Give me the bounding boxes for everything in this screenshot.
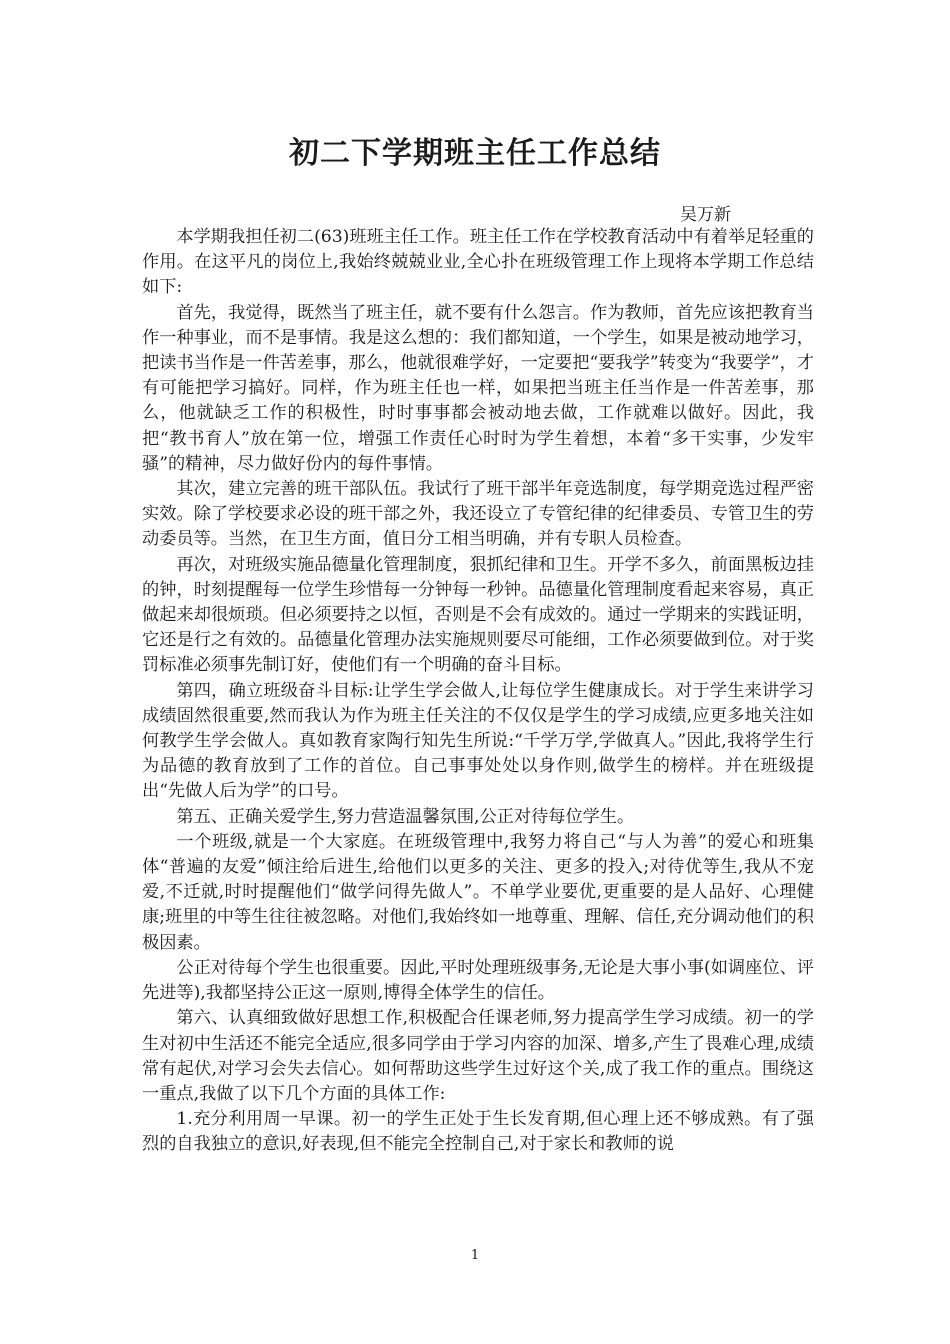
author-name: 吴万新 [680,205,731,225]
paragraph: 1.充分利用周一早课。初一的学生正处于生长发育期,但心理上还不够成熟。有了强烈的自我独立的意识,好表现,但不能完全控制自己,对于家长和教师的说 [142,1109,814,1155]
document-body [142,225,814,1158]
paragraph: 首先，我觉得，既然当了班主任，就不要有什么怨言。作为教师，首先应该把教育当作一种事业，而不是事情。我是这么想的：我们都知道，一个学生，如果是被动地学习，把读书当作是一件苦差事，那么，他就很难学好，一定要把“要我学”转变为“我要学”，才有可能把学习搞好。同样，作为班主任也一样，如果把当班主任当作是一件苦差事，那么，他就缺乏工作的积极性，时时事事都会被动地去做，工作就难以做好。因此，我把“教书育人”放在第一位，增强工作责任心时时为学生着想，本着“多干实事，少发牢骚”的精神，尽力做好份内的每件事情。 [142,302,814,474]
document-title: 初二下学期班主任工作总结 [289,136,661,171]
paragraph: 其次，建立完善的班干部队伍。我试行了班干部半年竞选制度，每学期竞选过程严密实效。除了学校要求必设的班干部之外，我还设立了专管纪律的纪律委员、专管卫生的劳动委员等。当然，在卫生方面，值日分工相当明确，并有专职人员检查。 [142,479,814,550]
page-number: 1 [470,1248,480,1263]
paragraph: 再次，对班级实施品德量化管理制度，狠抓纪律和卫生。开学不多久，前面黑板边挂的钟，时刻提醒每一位学生珍惜每一分钟每一秒钟。品德量化管理制度看起来容易，真正做起来却很烦琐。但必须要持之以恒，否则是不会有成效的。通过一学期来的实践证明，它还是行之有效的。品德量化管理办法实施规则要尽可能细，工作必须要做到位。对于奖罚标准必须事先制订好，使他们有一个明确的奋斗目标。 [142,554,814,676]
paragraph: 公正对待每个学生也很重要。因此,平时处理班级事务,无论是大事小事(如调座位、评先进等),我都坚持公正这一原则,博得全体学生的信任。 [142,957,814,1004]
paragraph: 第四，确立班级奋斗目标:让学生学会做人,让每位学生健康成长。对于学生来讲学习成绩固然很重要,然而我认为作为班主任关注的不仅仅是学生的学习成绩,应更多地关注如何教学生学会做人。真如教育家陶行知先生所说:“千学万学,学做真人。”因此,我将学生行为品德的教育放到了工作的首位。自己事事处处以身作则,做学生的榜样。并在班级提出“先做人后为学”的口号。 [142,680,814,802]
paragraph: 本学期我担任初二(63)班班主任工作。班主任工作在学校教育活动中有着举足轻重的作用。在这平凡的岗位上,我始终兢兢业业,全心扑在班级管理工作上现将本学期工作总结如下: [142,227,814,298]
paragraph: 一个班级,就是一个大家庭。在班级管理中,我努力将自己“与人为善”的爱心和班集体“普遍的友爱”倾注给后进生,给他们以更多的关注、更多的投入;对待优等生,我从不宠爱,不迁就,时时提醒他们“做学问得先做人”。不单学业要优,更重要的是人品好、心理健康;班里的中等生往往被忽略。对他们,我始终如一地尊重、理解、信任,充分调动他们的积极因素。 [142,831,814,953]
paragraph: 第六、认真细致做好思想工作,积极配合任课老师,努力提高学生学习成绩。初一的学生对初中生活还不能完全适应,很多同学由于学习内容的加深、增多,产生了畏难心理,成绩常有起伏,对学习会失去信心。如何帮助这些学生过好这个关,成了我工作的重点。围绕这一重点,我做了以下几个方面的具体工作: [142,1008,814,1104]
paragraph: 第五、正确关爱学生,努力营造温馨氛围,公正对待每位学生。 [176,806,635,827]
